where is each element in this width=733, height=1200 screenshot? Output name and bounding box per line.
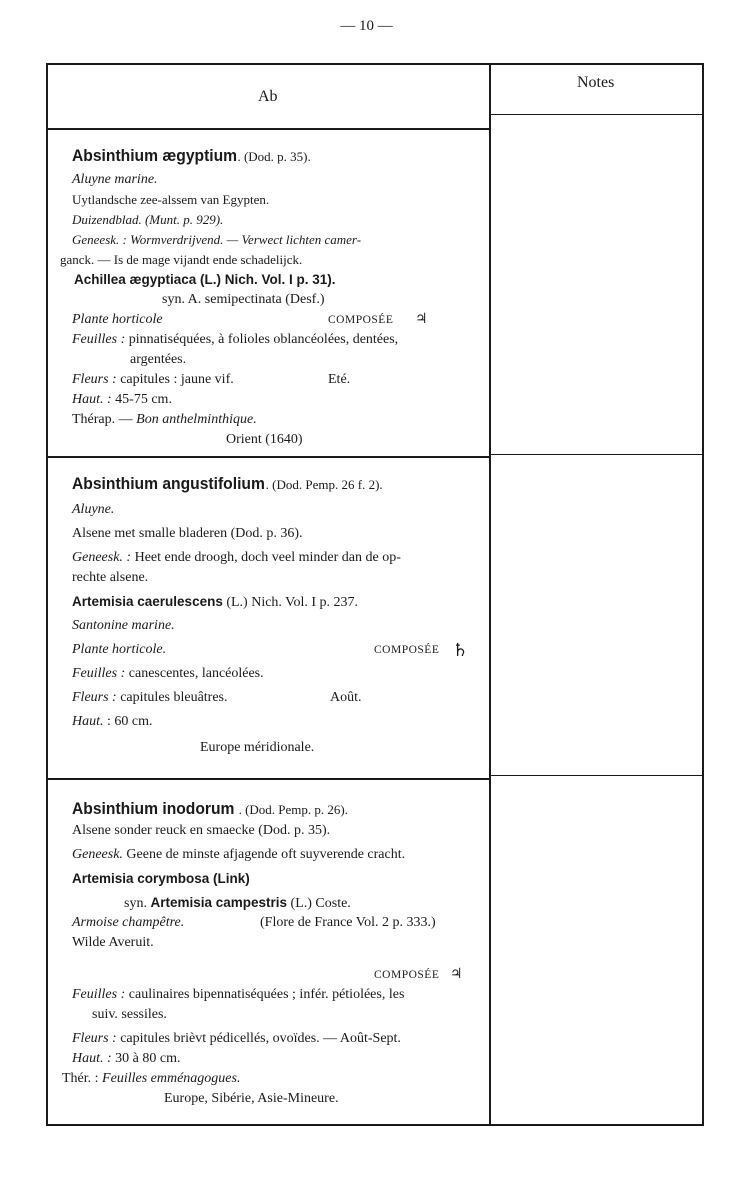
geneesk-text: Heet ende droogh, doch veel minder dan de op- xyxy=(134,550,401,565)
table-top-border xyxy=(46,63,704,65)
famille: COMPOSÉE xyxy=(374,644,440,656)
table-bottom-border xyxy=(46,1124,704,1126)
french-name: Armoise champêtre. xyxy=(72,915,185,930)
flore-ref: (Flore de France Vol. 2 p. 333.) xyxy=(260,915,436,930)
header-notes: Notes xyxy=(577,74,615,91)
entry-separator-2-right xyxy=(489,775,703,776)
haut-text: 45-75 cm. xyxy=(115,392,172,407)
entry-absinthium-aegyptium xyxy=(60,146,490,450)
fleurs-text: capitules brièvt pédicellés, ovoïdes. — Août-Sept. xyxy=(120,1031,401,1046)
entry-separator-1-left xyxy=(46,456,490,458)
entry-title: Absinthium ægyptium xyxy=(72,146,238,165)
entry-title: Absinthium inodorum xyxy=(72,799,235,818)
plante-label: Plante horticole xyxy=(72,312,163,327)
vernacular-name: Aluyne marine. xyxy=(72,172,158,187)
table-right-border xyxy=(702,63,704,1126)
fleurs-label: Fleurs : xyxy=(72,372,117,387)
perennial-symbol: ♃ xyxy=(415,312,428,327)
entry-absinthium-angustifolium xyxy=(72,474,490,758)
plante-label: Plante horticole. xyxy=(72,642,167,657)
syn-prefix: syn. xyxy=(124,896,147,911)
header-ab: Ab xyxy=(258,88,278,105)
origine: Europe méridionale. xyxy=(200,740,315,755)
entry-separator-2-left xyxy=(46,778,490,780)
feuilles-text: canescentes, lancéolées. xyxy=(128,666,264,681)
ther-text: Feuilles emménagogues. xyxy=(102,1071,241,1086)
entry-line: Alsene sonder reuck en smaecke (Dod. p. 35). xyxy=(72,823,331,838)
entry-title: Absinthium angustifolium xyxy=(72,474,265,493)
page-number: — 10 — xyxy=(340,18,393,34)
header-divider-right xyxy=(489,114,703,115)
saison: Eté. xyxy=(328,372,351,387)
haut-label: Haut. : xyxy=(72,1051,112,1066)
feuilles-label: Feuilles : xyxy=(72,987,126,1002)
therap-label: Thérap. — xyxy=(72,412,133,427)
table-left-border xyxy=(46,63,48,1126)
entry-separator-1-right xyxy=(489,454,703,455)
feuilles-label: Feuilles : xyxy=(72,666,126,681)
dutch-name: Wilde Averuit. xyxy=(72,935,154,950)
feuilles-label: Feuilles : xyxy=(72,332,126,347)
geneesk-label: Geneesk. xyxy=(72,847,123,862)
french-name: Santonine marine. xyxy=(72,618,175,633)
fleurs-label: Fleurs : xyxy=(72,690,117,705)
shrub-symbol: ♄ xyxy=(452,640,469,660)
perennial-symbol: ♃ xyxy=(450,967,463,982)
ther-label: Thér. : xyxy=(62,1071,99,1086)
geneesk-text: Geene de minste afjagende oft suyverende cracht. xyxy=(126,847,406,862)
entry-line: ganck. — Is de mage vijandt ende schadelijck. xyxy=(60,252,303,267)
famille: COMPOSÉE xyxy=(374,969,440,981)
synonym-ref: (L.) Coste. xyxy=(290,896,351,911)
entry-reference: . (Dod. Pemp. 26 f. 2). xyxy=(265,477,383,492)
synonym-ref: (L.) Nich. Vol. I p. 237. xyxy=(226,595,359,610)
entry-line: Alsene met smalle bladeren (Dod. p. 36). xyxy=(72,526,303,541)
geneesk-text-cont: rechte alsene. xyxy=(72,570,149,585)
synonym-line: Achillea ægyptiaca (L.) Nich. Vol. I p. 31). xyxy=(74,272,336,287)
synonym-line: syn. A. semipectinata (Desf.) xyxy=(162,292,325,307)
fleurs-label: Fleurs : xyxy=(72,1031,117,1046)
synonym-name: Artemisia campestris xyxy=(150,895,288,910)
origine: Europe, Sibérie, Asie-Mineure. xyxy=(164,1091,339,1106)
famille: COMPOSÉE xyxy=(328,314,394,326)
feuilles-text-cont: suiv. sessiles. xyxy=(92,1007,167,1022)
haut-label: Haut. : xyxy=(72,392,112,407)
fleurs-text: capitules : jaune vif. xyxy=(120,372,234,387)
therap-text: Bon anthelminthique. xyxy=(136,412,257,427)
feuilles-text-cont: argentées. xyxy=(130,352,187,367)
synonym-line: Artemisia corymbosa (Link) xyxy=(72,871,250,886)
entry-line: Geneesk. : Wormverdrijvend. — Verwect lichten camer- xyxy=(72,232,362,247)
synonym-name: Artemisia caerulescens xyxy=(72,594,223,609)
saison: Août. xyxy=(330,690,362,705)
origine: Orient (1640) xyxy=(226,432,303,447)
vernacular-name: Aluyne. xyxy=(72,502,115,517)
haut-text: : 60 cm. xyxy=(107,714,153,729)
haut-text: 30 à 80 cm. xyxy=(115,1051,181,1066)
entry-line: Duizendblad. (Munt. p. 929). xyxy=(72,212,224,227)
feuilles-text: pinnatiséquées, à folioles oblancéolées, dentées, xyxy=(128,332,399,347)
feuilles-text: caulinaires bipennatiséquées ; infér. pétiolées, les xyxy=(128,987,405,1002)
geneesk-label: Geneesk. : xyxy=(72,550,132,565)
header-divider-left xyxy=(46,128,490,130)
fleurs-text: capitules bleuâtres. xyxy=(120,690,228,705)
entry-reference: . (Dod. p. 35). xyxy=(237,149,311,164)
haut-label: Haut. xyxy=(72,714,104,729)
entry-line: Uytlandsche zee-alssem van Egypten. xyxy=(72,192,270,207)
entry-absinthium-inodorum xyxy=(62,799,490,1109)
entry-reference: . (Dod. Pemp. p. 26). xyxy=(238,802,349,817)
